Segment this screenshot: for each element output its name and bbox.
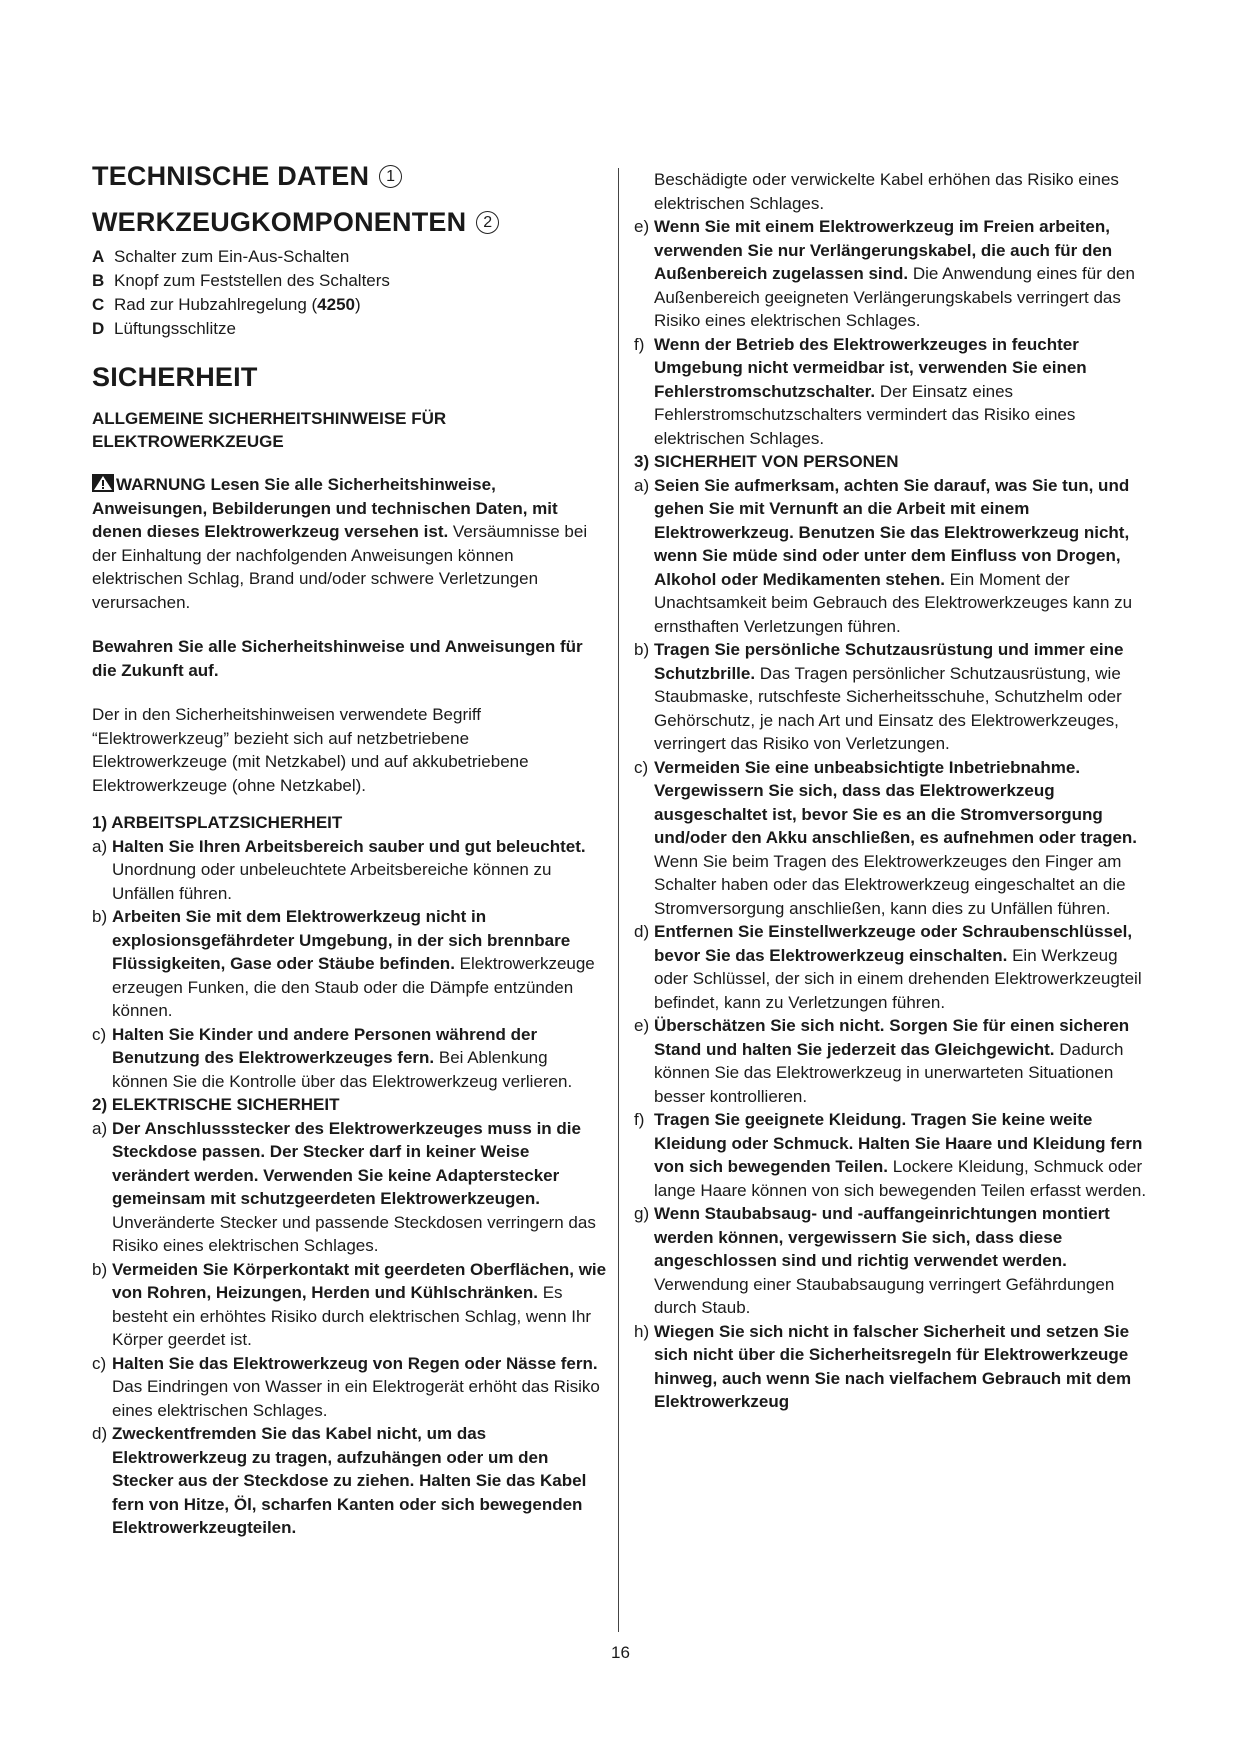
item-text <box>654 474 1154 639</box>
item-normal: Die Anwendung eines für den Außenbereich geeigneten Verlängerungskabels verringert das Risiko eines elektrischen Schlages. <box>654 264 1135 330</box>
item-label: c) <box>634 757 649 777</box>
technical-data-heading <box>92 160 607 192</box>
item-normal: Das Tragen persönlicher Schutzausrüstung, wie Staubmaske, rutschfeste Sicherheitsschuhe, Schutzhelm oder Gehörschutz, je nach Art und Einsatz des Elektrowerkzeuges, verringert das Risiko von Verletzungen. <box>654 663 1122 753</box>
component-key: C <box>92 294 105 314</box>
general-safety-subheading: ALLGEMEINE SICHERHEITSHINWEISE FÜR ELEKTROWERKZEUGE <box>92 409 447 452</box>
components-heading <box>92 206 607 238</box>
component-text-after: ) <box>355 294 361 314</box>
item-bold: Überschätzen Sie sich nicht. Sorgen Sie für einen sicheren Stand und halten Sie jederzeit das Gleichgewicht. <box>654 1016 1130 1059</box>
component-text: Knopf zum Feststellen des Schalters <box>114 270 390 290</box>
item-bold: Wenn Sie mit einem Elektrowerkzeug im Freien arbeiten, verwenden Sie nur Verlängerungskabel, die auch für den Außenbereich zugelassen sind. <box>654 217 1113 283</box>
item-label: h) <box>634 1321 650 1341</box>
item-normal: Es besteht ein erhöhtes Risiko durch elektrischen Schlag, wenn Ihr Körper geerdet ist. <box>112 1283 592 1350</box>
item-normal: Der Einsatz eines Fehlerstromschutzschalters vermindert das Risiko eines elektrischen Schlages. <box>654 381 1076 448</box>
item-label: d) <box>634 922 650 941</box>
item-normal: Das Eindringen von Wasser in ein Elektrogerät erhöht das Risiko eines elektrischen Schlages. <box>112 1377 600 1420</box>
item-label: e) <box>634 217 650 236</box>
list-item <box>92 905 607 1023</box>
item-bold: Vermeiden Sie eine unbeabsichtigte Inbetriebnahme. Vergewissern Sie sich, dass das Elektrowerkzeug ausgeschaltet ist, bevor Sie es an die Stromversorgung und/oder den Akku anschließen, es aufnehmen oder tragen. <box>654 757 1138 847</box>
item-normal: Ein Werkzeug oder Schlüssel, der sich in einem drehenden Elektrowerkzeugteil befindet, kann zu Verletzungen führen. <box>654 945 1142 1012</box>
item-label: b) <box>92 1259 108 1279</box>
figure-ref-1: 1 <box>379 165 402 188</box>
list-item <box>92 835 607 906</box>
item-bold: Halten Sie Kinder und andere Personen während der Benutzung des Elektrowerkzeuges fern. <box>112 1024 538 1068</box>
list-item <box>92 1258 607 1352</box>
components-title: WERKZEUGKOMPONENTEN <box>92 207 467 238</box>
component-item <box>92 293 607 317</box>
item-bold: Seien Sie aufmerksam, achten Sie darauf, was Sie tun, und gehen Sie mit Vernunft an die Arbeit mit einem Elektrowerkzeug. Benutzen Sie das Elektrowerkzeug nicht, wenn Sie müde sind oder unter dem Einfluss von Drogen, Alkohol oder Medikamenten stehen. <box>654 475 1130 589</box>
safety-title: SICHERHEIT <box>92 361 258 392</box>
right-column <box>634 168 1154 1414</box>
item-normal: Wenn Sie beim Tragen des Elektrowerkzeuges den Finger am Schalter haben oder das Elektrowerkzeug eingeschaltet an die Stromversorgung anschließen, kann dies zu Unfällen führen. <box>654 851 1126 918</box>
list-item <box>634 920 1154 1014</box>
component-list <box>92 245 607 341</box>
component-item <box>92 269 607 293</box>
keep-instructions-text: Bewahren Sie alle Sicherheitshinweise und Anweisungen für die Zukunft auf. <box>92 637 583 680</box>
item-label: e) <box>634 1016 650 1035</box>
item-bold: Halten Sie Ihren Arbeitsbereich sauber und gut beleuchtet. <box>112 836 586 856</box>
item-bold: Der Anschlussstecker des Elektrowerkzeuges muss in die Steckdose passen. Der Stecker darf in keiner Weise verändert werden. Verwenden Sie keine Adapterstecker gemeinsam mit schutzgeerdeten Elektrowerkzeugen. <box>112 1118 581 1209</box>
continued-text: Beschädigte oder verwickelte Kabel erhöhen das Risiko eines elektrischen Schlages. <box>654 170 1119 213</box>
warning-triangle-icon <box>92 474 114 492</box>
component-text: Schalter zum Ein-Aus-Schalten <box>114 246 350 266</box>
warning-text: Versäumnisse bei der Einhaltung der nachfolgenden Anweisungen können elektrischen Schlag, Brand und/oder schwere Verletzungen verursachen. <box>92 522 588 612</box>
list-item <box>92 1023 607 1094</box>
list-item <box>634 756 1154 921</box>
list-item <box>634 1202 1154 1320</box>
item-normal: Ein Moment der Unachtsamkeit beim Gebrauch des Elektrowerkzeuges kann zu ernsthaften Verletzungen führen. <box>654 569 1133 636</box>
item-text <box>654 638 1154 756</box>
left-column <box>92 160 607 1540</box>
component-key: B <box>92 270 105 290</box>
warning-bold-text: WARNUNG Lesen Sie alle Sicherheitshinweise, Anweisungen, Bebilderungen und technischen Daten, mit denen dieses Elektrowerkzeug versehen ist. <box>92 475 558 542</box>
personal-safety-heading: 3) SICHERHEIT VON PERSONEN <box>634 452 899 471</box>
component-key: A <box>92 246 105 266</box>
item-label: a) <box>634 475 650 495</box>
item-label: b) <box>634 640 650 659</box>
item-label: a) <box>92 1118 108 1138</box>
item-text <box>654 920 1154 1014</box>
list-item <box>634 474 1154 639</box>
list-item <box>92 1352 607 1423</box>
component-item <box>92 317 607 341</box>
model-number: 4250 <box>317 294 355 314</box>
item-text <box>654 215 1154 333</box>
item-text <box>654 333 1154 451</box>
term-definition-text: Der in den Sicherheitshinweisen verwendete Begriff “Elektrowerkzeug” bezieht sich auf netzbetriebene Elektrowerkzeuge (mit Netzkabel) und auf akkubetriebene Elektrowerkzeuge (ohne Netzkabel). <box>92 705 529 795</box>
item-normal: Lockere Kleidung, Schmuck oder lange Haare können von sich bewegenden Teilen erfasst werden. <box>654 1157 1147 1200</box>
item-normal: Unveränderte Stecker und passende Steckdosen verringern das Risiko eines elektrischen Schlages. <box>112 1212 596 1256</box>
list-item <box>92 1117 607 1258</box>
item-label: c) <box>92 1353 107 1373</box>
list-item <box>634 1320 1154 1414</box>
component-key: D <box>92 318 105 338</box>
item-bold: Vermeiden Sie Körperkontakt mit geerdeten Oberflächen, wie von Rohren, Heizungen, Herden und Kühlschränken. <box>112 1259 607 1303</box>
item-text <box>112 1117 607 1258</box>
figure-ref-2: 2 <box>476 211 499 234</box>
item-bold: Entfernen Sie Einstellwerkzeuge oder Schraubenschlüssel, bevor Sie das Elektrowerkzeug einschalten. <box>654 922 1133 965</box>
list-item <box>634 333 1154 451</box>
component-text-main: Rad zur Hubzahlregelung ( <box>114 294 318 314</box>
workplace-safety-heading: 1) ARBEITSPLATZSICHERHEIT <box>92 813 343 833</box>
technical-data-title: TECHNISCHE DATEN <box>92 161 370 191</box>
component-text: Lüftungsschlitze <box>114 318 236 338</box>
item-bold: Wenn der Betrieb des Elektrowerkzeuges in feuchter Umgebung nicht vermeidbar ist, verwenden Sie einen Fehlerstromschutzschalter. <box>654 334 1087 401</box>
list-item <box>92 1422 607 1540</box>
item-bold: Tragen Sie geeignete Kleidung. Tragen Sie keine weite Kleidung oder Schmuck. Halten Sie Haare und Kleidung fern von sich bewegenden Teilen. <box>654 1110 1143 1176</box>
item-label: g) <box>634 1204 650 1223</box>
item-normal: Verwendung einer Staubabsaugung verringert Gefährdungen durch Staub. <box>654 1274 1115 1317</box>
page-number: 16 <box>611 1643 630 1662</box>
item-normal: Elektrowerkzeuge erzeugen Funken, die den Staub oder die Dämpfe entzünden können. <box>112 954 595 1021</box>
item-text <box>654 1108 1154 1202</box>
item-text <box>654 1320 1154 1414</box>
list-item <box>634 1014 1154 1108</box>
column-divider <box>618 168 619 1632</box>
component-text <box>114 293 361 317</box>
item-text <box>112 905 607 1023</box>
item-bold: Wiegen Sie sich nicht in falscher Sicherheit und setzen Sie sich nicht über die Sicherheitsregeln für Elektrowerkzeuge hinweg, auch wenn Sie nach vielfachem Gebrauch mit dem Elektrowerkzeug <box>654 1321 1132 1411</box>
item-label: d) <box>92 1424 108 1444</box>
item-normal: Bei Ablenkung können Sie die Kontrolle über das Elektrowerkzeug verlieren. <box>112 1048 573 1091</box>
safety-heading <box>92 361 607 393</box>
item-text <box>654 1014 1154 1108</box>
list-item <box>634 638 1154 756</box>
item-text <box>112 1422 607 1540</box>
electrical-safety-heading: 2) ELEKTRISCHE SICHERHEIT <box>92 1095 340 1115</box>
item-bold: Arbeiten Sie mit dem Elektrowerkzeug nicht in explosionsgefährdeter Umgebung, in der sich brennbare Flüssigkeiten, Gase oder Stäube befinden. <box>112 907 571 974</box>
component-item <box>92 245 607 269</box>
item-text <box>112 1023 607 1094</box>
item-bold: Wenn Staubabsaug- und -auffangeinrichtungen montiert werden können, vergewissern Sie sich, dass diese angeschlossen sind und richtig verwendet werden. <box>654 1204 1110 1270</box>
item-label: c) <box>92 1024 107 1044</box>
item-normal: Dadurch können Sie das Elektrowerkzeug in unerwarteten Situationen besser kontrollieren. <box>654 1039 1124 1106</box>
item-label: f) <box>634 1110 645 1129</box>
list-item <box>634 215 1154 333</box>
warning-paragraph <box>92 473 607 614</box>
item-normal: Unordnung oder unbeleuchtete Arbeitsbereiche können zu Unfällen führen. <box>112 860 552 903</box>
list-item <box>634 1108 1154 1202</box>
item-label: a) <box>92 836 108 856</box>
item-bold: Halten Sie das Elektrowerkzeug von Regen oder Nässe fern. <box>112 1353 598 1373</box>
item-text <box>112 1258 607 1352</box>
item-text <box>112 835 607 906</box>
item-label: b) <box>92 907 108 927</box>
item-label: f) <box>634 334 645 354</box>
item-text <box>654 1202 1154 1320</box>
item-text <box>654 756 1154 921</box>
item-bold: Tragen Sie persönliche Schutzausrüstung und immer eine Schutzbrille. <box>654 640 1124 683</box>
item-bold: Zweckentfremden Sie das Kabel nicht, um das Elektrowerkzeug zu tragen, aufzuhängen oder um den Stecker aus der Steckdose zu ziehen. Halten Sie das Kabel fern von Hitze, Öl, scharfen Kanten oder sich bewegenden Elektrowerkzeugteilen. <box>112 1424 587 1538</box>
item-text <box>112 1352 607 1423</box>
